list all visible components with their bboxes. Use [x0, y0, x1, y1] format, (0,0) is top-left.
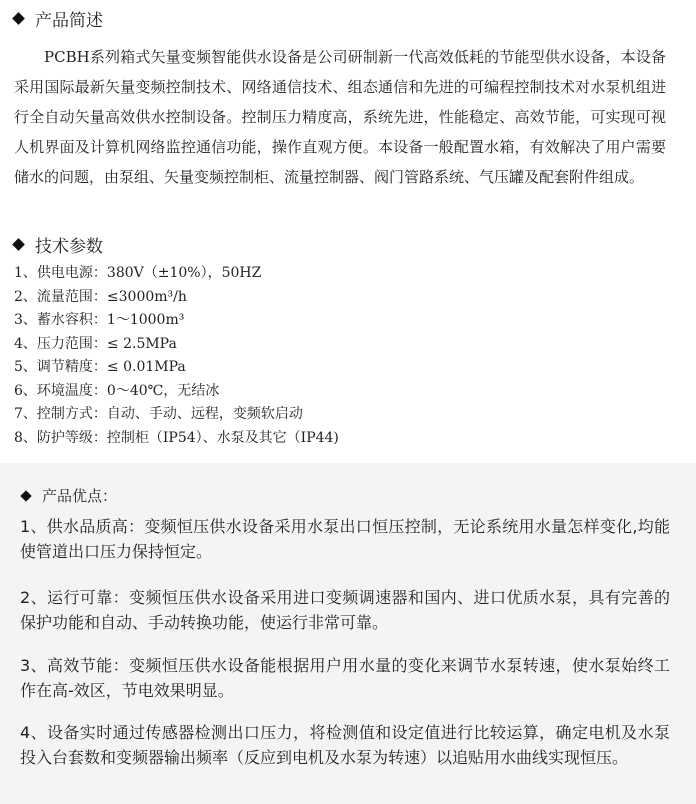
param-item: 1、供电电源：380V（±10%），50HZ [14, 265, 262, 281]
param-item: 3、蓄水容积：1～1000m³ [14, 312, 185, 328]
param-item: 7、控制方式：自动、手动、远程，变频软启动 [14, 406, 303, 422]
advantages-heading-text: 产品优点： [42, 487, 118, 505]
tech-params-list [14, 262, 339, 450]
advantage-item: 1、供水品质高：变频恒压供水设备采用水泵出口恒压控制，无论系统用水量怎样变化,均能使管道出口压力保持恒定。 [20, 517, 670, 561]
param-item: 8、防护等级：控制柜（IP54）、水泵及其它（IP44) [14, 429, 339, 446]
overview-heading [12, 6, 103, 31]
overview-paragraph: PCBH系列箱式矢量变频智能供水设备是公司研制新一代高效低耗的节能型供水设备，本设备采用国际最新矢量变频控制技术、网络通信技术、组态通信和先进的可编程控制技术对水泵机组进行全自动矢量高效供水控制设备。控制压力精度高，系统先进，性能稳定、高效节能，可实现可视人机界面及计算机网络监控通信功能，操作直观方便。本设备一般配置水箱，有效解决了用户需要储水的问题，由泵组、矢量变频控制柜、流量控制器、阀门管路系统、气压罐及配套附件组成。 [14, 48, 666, 186]
advantage-item: 4、设备实时通过传感器检测出口压力，将检测值和设定值进行比较运算，确定电机及水泵投入台套数和变频器输出频率（反应到电机及水泵为转速）以追贴用水曲线实现恒压。 [20, 723, 670, 767]
advantage-item: 2、运行可靠：变频恒压供水设备采用进口变频调速器和国内、进口优质水泵，具有完善的保护功能和自动、手动转换功能，使运行非常可靠。 [20, 588, 670, 632]
advantages-heading [20, 485, 117, 506]
param-item: 6、环境温度：0～40℃，无结冰 [14, 382, 220, 399]
diamond-bullet-icon [20, 490, 31, 501]
overview-heading-text: 产品简述 [35, 11, 103, 31]
param-item: 4、压力范围：≤ 2.5MPa [14, 335, 177, 352]
param-item: 5、调节精度：≤ 0.01MPa [14, 359, 186, 375]
tech-params-heading [12, 232, 103, 257]
advantage-item: 3、高效节能：变频恒压供水设备能根据用户用水量的变化来调节水泵转速，使水泵始终工作在高-效区，节电效果明显。 [20, 656, 670, 700]
diamond-bullet-icon [12, 238, 25, 251]
diamond-bullet-icon [12, 12, 25, 25]
tech-params-heading-text: 技术参数 [35, 237, 103, 257]
param-item: 2、流量范围：≤3000m³/h [14, 288, 187, 305]
